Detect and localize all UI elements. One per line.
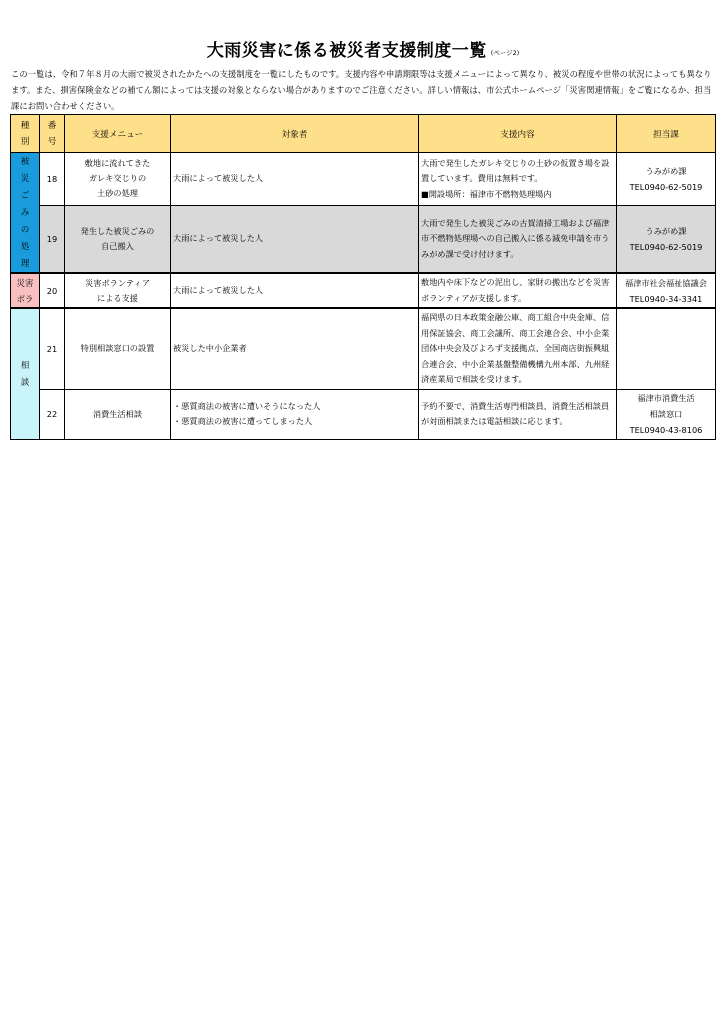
header-dept: 担当課 <box>617 115 716 153</box>
row-target: 大雨によって被災した人 <box>171 205 419 273</box>
header-category: 種 別 <box>11 115 40 153</box>
category-volunteer: 災害 ボラ <box>11 273 40 308</box>
row-menu: 消費生活相談 <box>65 389 171 439</box>
page-title: 大雨災害に係る被災者支援制度一覧 <box>206 41 487 61</box>
intro-paragraph: この一覧は、令和７年８月の大雨で被災されたかたへの支援制度を一覧にしたものです。支援内容や申請期限等は支援メニューによって異なり、被災の程度や世帯の状況によっても異なります。また、損害保険金などの補てん額によっては支援の対象とならない場合がありますのでご注意ください。詳しい情報は、市公式ホームページ「災害関連情報」をご覧になるか、担当課にお問い合わせください。 <box>11 69 712 111</box>
table-row <box>11 205 716 273</box>
row-dept <box>617 308 716 389</box>
table-row <box>11 273 716 308</box>
row-target: ・悪質商法の被害に遭いそうになった人 ・悪質商法の被害に遭ってしまった人 <box>171 389 419 439</box>
row-number: 19 <box>40 205 65 273</box>
row-content: 予約不要で、消費生活専門相談員、消費生活相談員が対面相談または電話相談に応じます。 <box>419 389 617 439</box>
header-target: 対象者 <box>171 115 419 153</box>
support-table <box>10 114 716 440</box>
row-menu: 敷地に流れてきた ガレキ交じりの 土砂の処理 <box>65 153 171 206</box>
row-menu: 災害ボランティア による支援 <box>65 273 171 308</box>
header-content: 支援内容 <box>419 115 617 153</box>
row-content: 大雨で発生したガレキ交じりの土砂の仮置き場を設置しています。費用は無料です。 ■開設場所：福津市不燃物処理場内 <box>419 153 617 206</box>
title-area <box>0 36 726 61</box>
category-waste: 被 災 ご み の 処 理 <box>11 153 40 274</box>
row-content: 大雨で発生した被災ごみの古賀清掃工場および福津市不燃物処理場への自己搬入に係る減免申請を市うみがめ課で受け付けます。 <box>419 205 617 273</box>
row-dept: うみがめ課 TEL0940-62-5019 <box>617 205 716 273</box>
page-number-note: (ページ2) <box>490 49 520 57</box>
row-target: 被災した中小企業者 <box>171 308 419 389</box>
row-number: 20 <box>40 273 65 308</box>
category-consult: 相 談 <box>11 308 40 439</box>
header-menu: 支援メニュー <box>65 115 171 153</box>
row-menu: 特別相談窓口の設置 <box>65 308 171 389</box>
table-row <box>11 153 716 206</box>
row-dept: 福津市社会福祉協議会 TEL0940-34-3341 <box>617 273 716 308</box>
row-content: 福岡県の日本政策金融公庫、商工組合中央金庫、信用保証協会、商工会議所、商工会連合会、中小企業団体中央会及びよろず支援拠点、全国商店街振興組合連合会、中小企業基盤整備機構九州本部、九州経済産業局で相談を受けます。 <box>419 308 617 389</box>
row-menu: 発生した被災ごみの 自己搬入 <box>65 205 171 273</box>
table-row <box>11 308 716 389</box>
header-number: 番 号 <box>40 115 65 153</box>
row-dept: 福津市消費生活 相談窓口 TEL0940-43-8106 <box>617 389 716 439</box>
row-number: 18 <box>40 153 65 206</box>
row-number: 21 <box>40 308 65 389</box>
table-row <box>11 389 716 439</box>
row-content: 敷地内や床下などの泥出し、家財の搬出などを災害ボランティアが支援します。 <box>419 273 617 308</box>
row-dept: うみがめ課 TEL0940-62-5019 <box>617 153 716 206</box>
row-target: 大雨によって被災した人 <box>171 153 419 206</box>
row-number: 22 <box>40 389 65 439</box>
table-header-row <box>11 115 716 153</box>
row-target: 大雨によって被災した人 <box>171 273 419 308</box>
